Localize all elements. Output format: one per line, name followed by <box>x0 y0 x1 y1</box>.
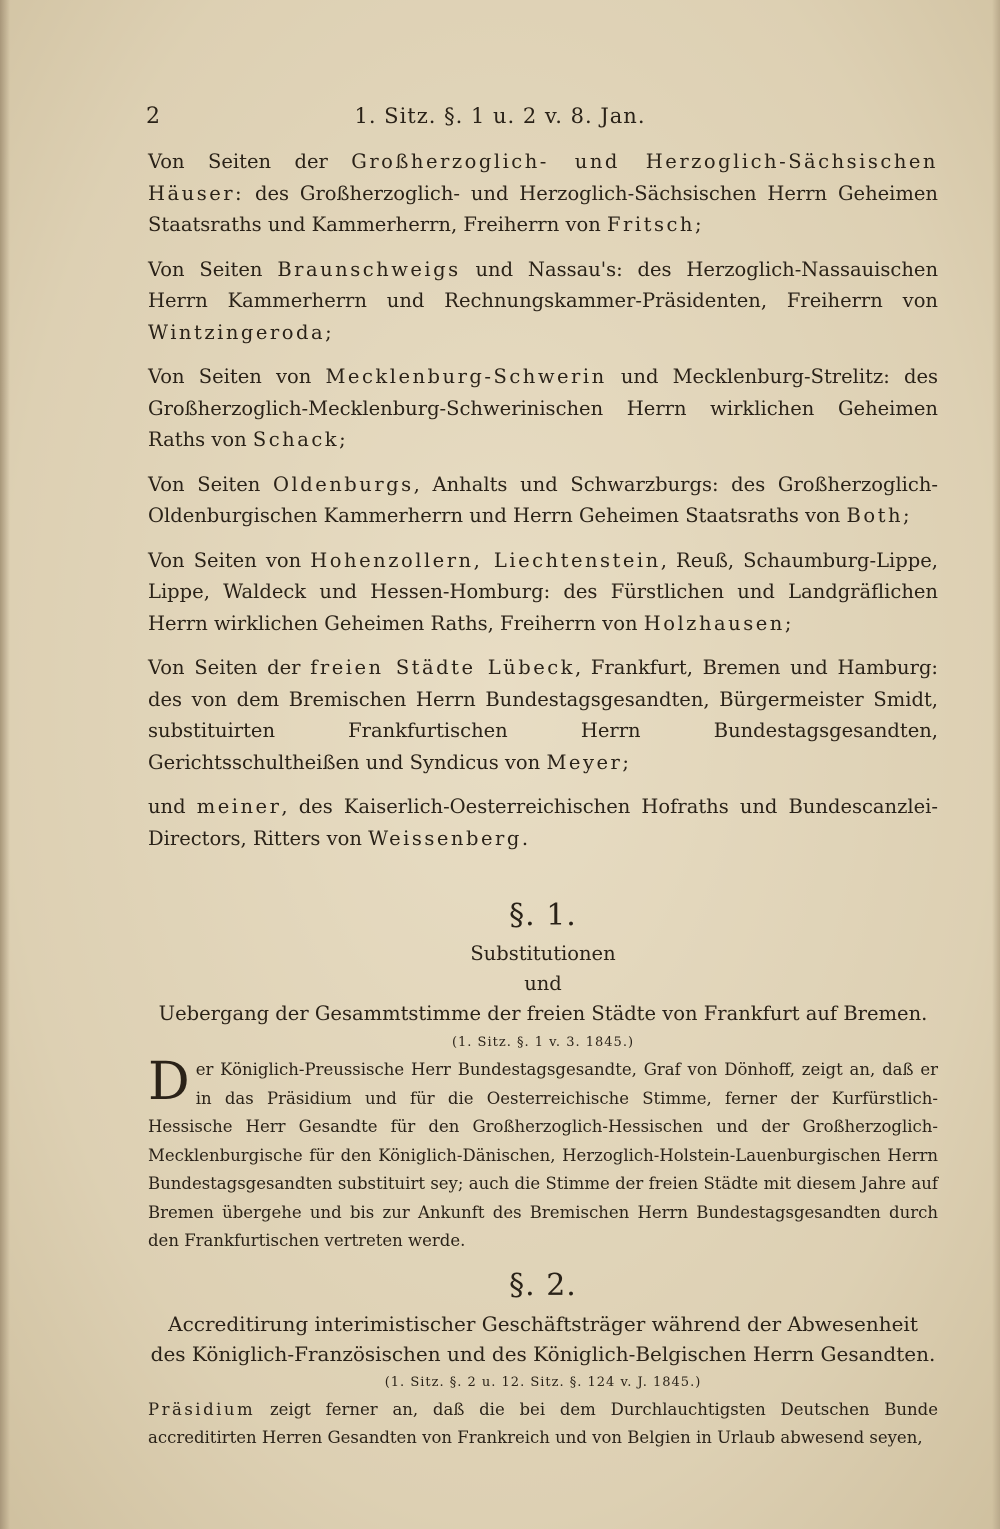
paragraph-text: , des Kaiserlich-Oesterreichischen Hofraths und Bundescanzlei-Directors, Ritters von <box>148 795 938 850</box>
paragraph-end: ; <box>325 320 332 344</box>
paragraph-emphasis: freien Städte Lübeck <box>310 656 575 679</box>
paragraph-lead: Von Seiten der <box>148 656 311 679</box>
paragraph-saxony <box>148 146 938 241</box>
paragraph-emphasis: Hohenzollern, Liechtenstein <box>310 548 661 572</box>
paragraph-end: . <box>521 826 529 850</box>
paragraph-lead: Von Seiten der <box>148 150 352 173</box>
section-2-body-lead: Präsidium <box>148 1399 256 1419</box>
section-2-body-text: zeigt ferner an, daß die bei dem Durchlauchtigsten Deutschen Bunde accreditirten Herren Gesandten von Frankreich und von Belgien in Urlaub abwesend seyen, <box>148 1399 938 1447</box>
section-1-body <box>148 1052 938 1256</box>
paragraph-text: , Reuß, Schaumburg-Lippe, Lippe, Waldeck und Hessen-Homburg: des Fürstlichen und Landgräflichen Herrn wirklichen Geheimen Raths, Freiherrn von <box>148 548 938 635</box>
paragraph-emphasis: Oldenburgs <box>272 472 414 496</box>
section-2-reference: (1. Sitz. §. 2 u. 12. Sitz. §. 124 v. J. 1845.) <box>384 1374 702 1390</box>
paragraph-emphasis: Mecklenburg-Schwerin <box>325 365 607 388</box>
section-1-mark: §. 1. <box>509 898 577 933</box>
envoy-name: Meyer <box>546 750 623 774</box>
paragraph-end: ; <box>903 504 910 527</box>
paragraph-end: ; <box>784 611 792 635</box>
section-2-mark: §. 2. <box>509 1267 577 1303</box>
paragraph-closing <box>148 791 938 854</box>
paragraph-end: ; <box>622 750 629 774</box>
section-2-body <box>148 1396 938 1453</box>
envoy-name: Weissenberg <box>368 826 522 850</box>
page-number: 2 <box>146 104 160 129</box>
envoy-name: Fritsch <box>607 213 695 236</box>
paragraph-text: des Großherzoglich- und Herzoglich-Sächsischen Herrn Geheimen Staatsraths und Kammerherrn, Freiherrn von <box>148 181 938 236</box>
section-1 <box>148 898 938 1256</box>
paragraph-emphasis: meiner <box>196 795 282 818</box>
section-1-title-line: Uebergang der Gesammtstimme der freien Städte von Frankfurt auf Bremen. <box>158 1002 928 1025</box>
paragraph-free-cities <box>148 652 938 778</box>
paragraph-emphasis: Großherzoglich- und Herzoglich-Sächsischen Häuser: <box>148 150 938 205</box>
envoy-name: Both <box>846 504 904 527</box>
envoy-name: Holzhausen <box>643 611 785 635</box>
envoy-name: Wintzingeroda <box>148 320 326 344</box>
paragraph-end: ; <box>339 428 346 451</box>
paragraph-lead: Von Seiten von <box>148 365 326 388</box>
section-1-title-line: Substitutionen <box>470 942 616 965</box>
paragraph-text: , Frankfurt, Bremen und Hamburg: des von dem Bremischen Herrn Bundestagsgesandten, Bürgermeister Smidt, substituirten Frankfurtischen Herrn Bundestagsgesandten, Gerichtsschultheißen und Syndicus von <box>148 656 938 774</box>
section-1-reference: (1. Sitz. §. 1 v. 3. 1845.) <box>451 1035 635 1050</box>
paragraph-hohenzollern <box>148 545 938 640</box>
paragraph-text: und Nassau's: des Herzoglich-Nassauischen Herrn Kammerherrn und Rechnungskammer-Präsidenten, Freiherrn von <box>148 257 938 312</box>
paragraph-end: ; <box>694 213 702 236</box>
section-1-title-line: und <box>524 972 562 995</box>
paragraph-mecklenburg <box>148 361 938 456</box>
section-1-body-text: er Königlich-Preussische Herr Bundestagsgesandte, Graf von Dönhoff, zeigt an, daß er in das Präsidium und für die Oesterreichische Stimme, ferner der Kurfürstlich-Hessische Herr Gesandte für den Großherzoglich-Hessischen und der Großherzoglich-Mecklenburgische für den Königlich-Dänischen, Herzoglich-Holstein-Lauenburgischen Herrn Bundestagsgesandten substituirt sey; auch die Stimme der freien Städte mit diesem Jahre auf Bremen übergehe und bis zur Ankunft des Bremischen Herrn Bundestagsgesandten durch den Frankfurtischen vertreten werde. <box>148 1060 938 1250</box>
paragraph-lead: Von Seiten <box>148 257 278 281</box>
paragraph-lead: Von Seiten <box>148 472 273 496</box>
section-2-title: Accreditirung interimistischer Geschäftsträger während der Abwesenheit des Königlich-Französischen und des Königlich-Belgischen Herrn Gesandten. <box>150 1311 936 1366</box>
running-title: 1. Sitz. §. 1 u. 2 v. 8. Jan. <box>354 104 646 128</box>
paragraph-lead: und <box>148 795 197 818</box>
envoy-name: Schack <box>252 428 340 451</box>
paragraph-text: und Mecklenburg-Strelitz: des Großherzoglich-Mecklenburg-Schwerinischen Herrn wirklichen Geheimen Raths von <box>148 365 939 451</box>
drop-cap: D <box>148 1052 190 1112</box>
running-head <box>0 104 1000 134</box>
paragraph-brunswick <box>148 254 938 349</box>
paragraph-oldenburg <box>148 469 938 532</box>
paragraph-lead: Von Seiten von <box>148 548 311 572</box>
paragraph-text: , Anhalts und Schwarzburgs: des Großherzoglich-Oldenburgischen Kammerherrn und Herrn Geheimen Staatsraths von <box>148 472 938 527</box>
main-text <box>148 146 938 1453</box>
paragraph-emphasis: Braunschweigs <box>277 257 461 281</box>
section-2 <box>148 1268 938 1453</box>
